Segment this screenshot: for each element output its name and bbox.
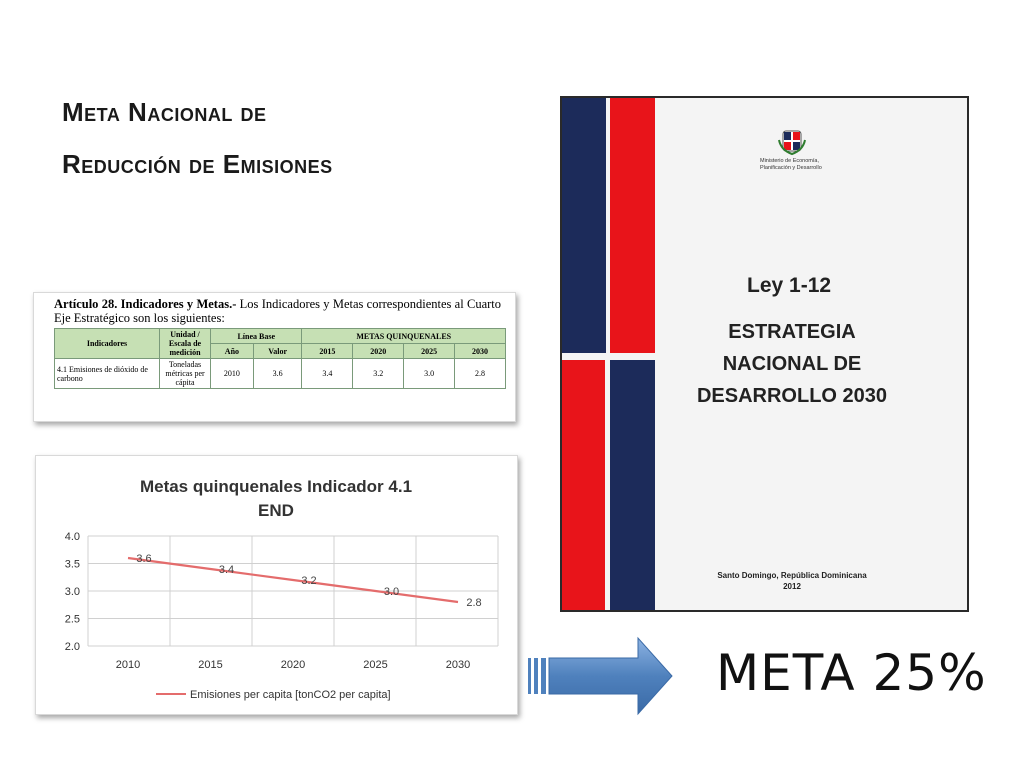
th-2025: 2025 xyxy=(404,344,455,359)
article-heading: Artículo 28. Indicadores y Metas.- xyxy=(54,297,237,311)
cell-indicador: 4.1 Emisiones de dióxido de carbono xyxy=(55,359,160,389)
cell-2030: 2.8 xyxy=(455,359,506,389)
publication-place: Santo Domingo, República Dominicana xyxy=(717,571,867,580)
data-label: 2.8 xyxy=(466,597,482,609)
x-tick-label: 2030 xyxy=(445,659,471,671)
th-2015: 2015 xyxy=(302,344,353,359)
article-text: Los Indicadores y Metas correspondientes al Cuarto Eje Estratégico son los siguientes: xyxy=(54,297,502,325)
data-label: 3.2 xyxy=(301,575,317,587)
book-title xyxy=(682,316,902,412)
flag-band-blue-top xyxy=(562,98,606,353)
publication-info xyxy=(682,570,902,592)
y-tick-label: 3.0 xyxy=(64,586,80,598)
table-row xyxy=(55,359,506,389)
x-tick-label: 2010 xyxy=(115,659,141,671)
chart-title-line-1: Metas quinquenales Indicador 4.1 xyxy=(139,477,413,496)
book-title-line-2: NACIONAL DE xyxy=(722,353,862,375)
law-article-table-card xyxy=(33,292,516,422)
th-2030: 2030 xyxy=(455,344,506,359)
data-label: 3.6 xyxy=(136,553,152,565)
right-arrow-icon xyxy=(526,636,676,716)
book-cover xyxy=(560,96,969,612)
meta-target: META 25% xyxy=(716,644,987,702)
y-tick-label: 2.0 xyxy=(64,641,80,653)
th-unidad: Unidad / Escala de medición xyxy=(160,329,211,359)
data-label: 3.4 xyxy=(218,564,235,576)
ministry-name xyxy=(760,158,822,172)
emissions-chart-card xyxy=(35,455,518,715)
th-metas: METAS QUINQUENALES xyxy=(302,329,506,344)
slide-title xyxy=(62,86,333,190)
cell-2015: 3.4 xyxy=(302,359,353,389)
th-anio: Año xyxy=(211,344,254,359)
x-tick-label: 2015 xyxy=(198,659,223,671)
th-indicadores: Indicadores xyxy=(55,329,160,359)
cell-unidad: Toneladas métricas per cápita xyxy=(160,359,211,389)
y-tick-label: 3.5 xyxy=(64,558,80,571)
title-line-1: Meta Nacional de xyxy=(62,97,267,127)
flag-band-red-top xyxy=(610,98,655,353)
cell-valor: 3.6 xyxy=(253,359,302,389)
th-2020: 2020 xyxy=(353,344,404,359)
cell-anio: 2010 xyxy=(211,359,254,389)
chart-title-line-2: END xyxy=(258,501,294,520)
book-title-line-1: ESTRATEGIA xyxy=(728,321,856,343)
emissions-line-chart xyxy=(36,456,517,714)
th-linea-base: Línea Base xyxy=(211,329,302,344)
book-title-line-3: DESARROLLO 2030 xyxy=(696,385,888,407)
flag-band-red-bottom xyxy=(562,360,605,612)
x-tick-label: 2025 xyxy=(363,659,388,671)
data-label: 3.0 xyxy=(383,586,400,598)
indicators-table xyxy=(54,328,506,389)
th-valor: Valor xyxy=(253,344,302,359)
law-number: Ley 1-12 xyxy=(747,274,832,297)
series-line xyxy=(128,558,458,602)
publication-year: 2012 xyxy=(783,582,801,591)
legend-label: Emisiones per capita [tonCO2 per capita] xyxy=(190,689,391,701)
y-tick-label: 2.5 xyxy=(64,613,80,626)
article-intro xyxy=(54,297,501,325)
title-line-2: Reducción de Emisiones xyxy=(62,149,333,179)
ministry-line-2: Planificación y Desarrollo xyxy=(760,165,822,171)
x-tick-label: 2020 xyxy=(280,659,306,671)
y-tick-label: 4.0 xyxy=(64,531,80,543)
cell-2025: 3.0 xyxy=(404,359,455,389)
coat-of-arms-icon xyxy=(777,126,807,156)
ministry-line-1: Ministerio de Economía, xyxy=(760,158,819,164)
flag-band-blue-bottom xyxy=(610,360,655,612)
cell-2020: 3.2 xyxy=(353,359,404,389)
